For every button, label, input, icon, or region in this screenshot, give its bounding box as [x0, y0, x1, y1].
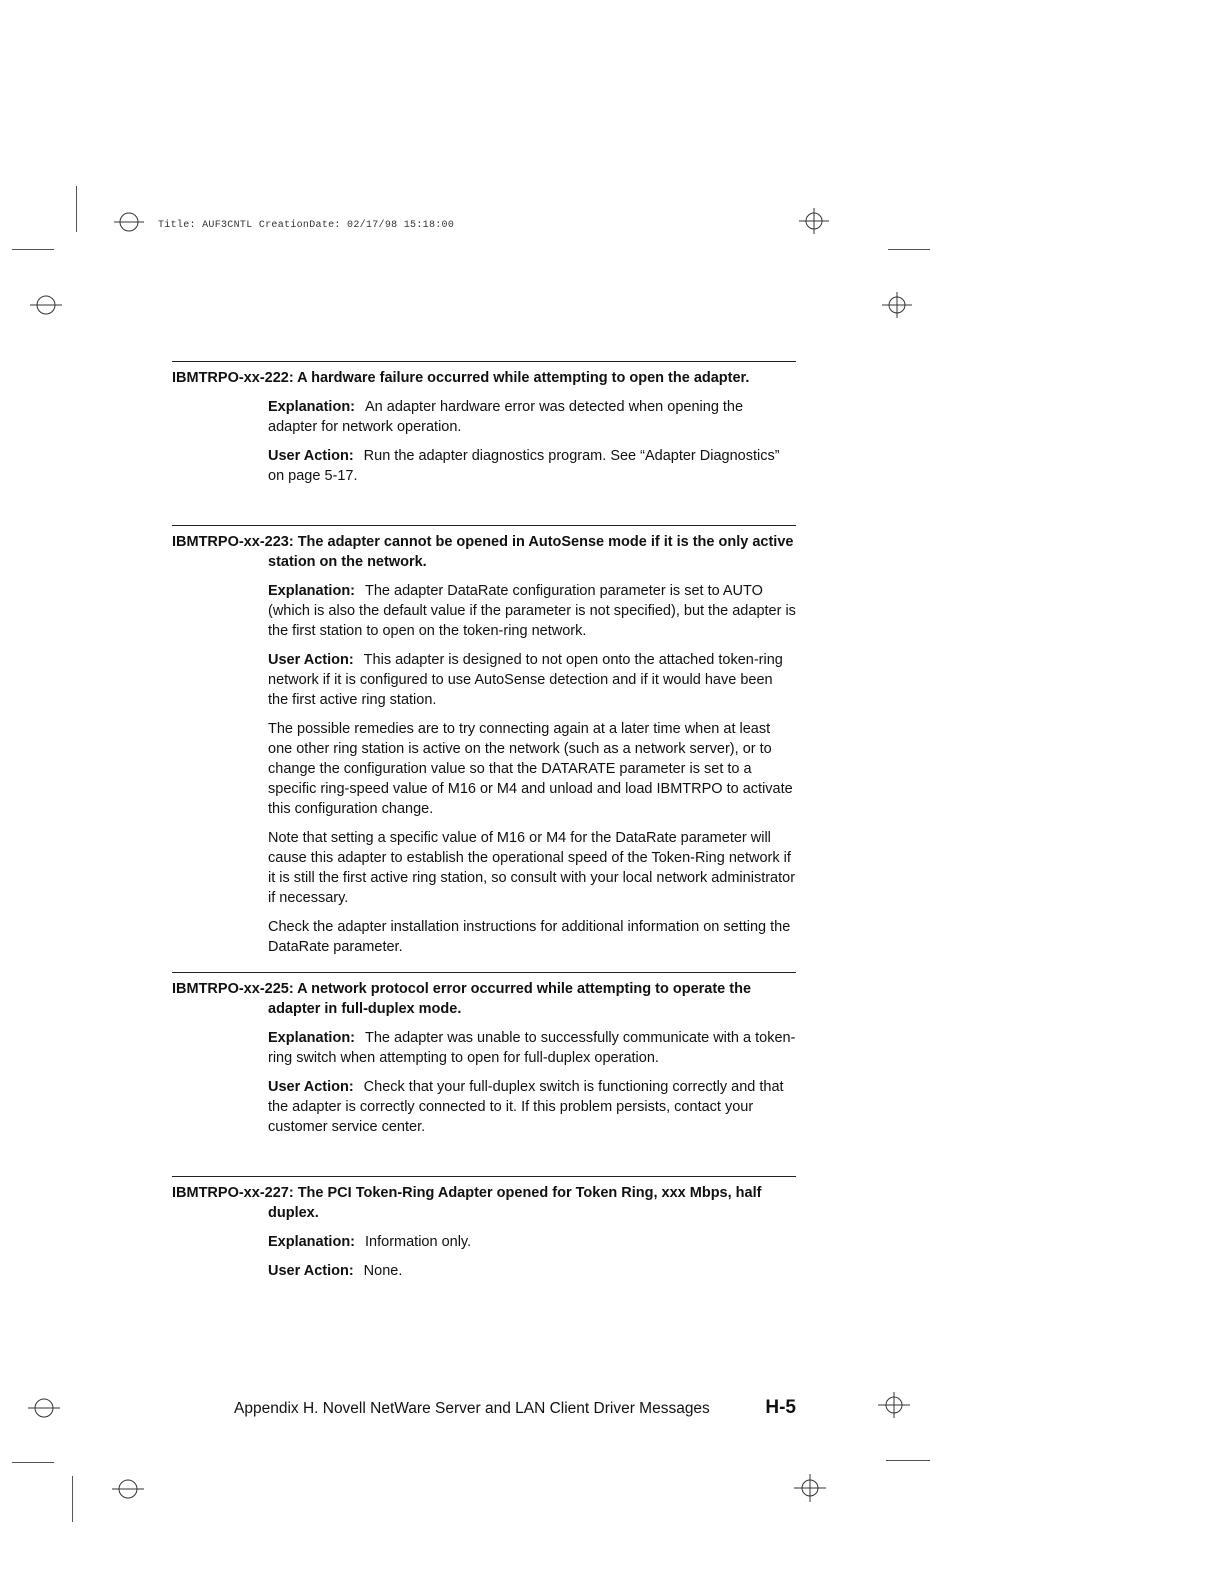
user-action-paragraph	[268, 1261, 796, 1281]
message-title: IBMTRPO-xx-227: The PCI Token-Ring Adapter opened for Token Ring, xxx Mbps, half duplex.	[172, 1185, 762, 1221]
remedy-paragraph: The possible remedies are to try connecting again at a later time when at least one other ring station is active on the network (such as a network server), or to change the configuration value so that the DATARATE parameter is set to a specific ring-speed value of M16 or M4 and unload and load IBMTRPO to activate this configuration change.	[268, 721, 793, 817]
user-action-label: User Action:	[268, 652, 354, 668]
crop-mark	[72, 1476, 73, 1522]
print-header: Title: AUF3CNTL CreationDate: 02/17/98 15:18:00	[158, 220, 455, 231]
message-227	[172, 1176, 796, 1281]
footer-title: Appendix H. Novell NetWare Server and LAN Client Driver Messages	[234, 1400, 710, 1417]
explanation-label: Explanation:	[268, 1030, 356, 1046]
registration-mark-icon	[876, 1390, 912, 1420]
page-number: H-5	[765, 1397, 796, 1418]
crop-mark	[76, 186, 77, 232]
message-title: IBMTRPO-xx-225: A network protocol error occurred while attempting to operate the adapter in full-duplex mode.	[172, 981, 752, 1017]
page-footer	[234, 1397, 796, 1419]
user-action-text: Check that your full-duplex switch is functioning correctly and that the adapter is correctly connected to it. If this problem persists, contact your customer service center.	[268, 1079, 784, 1135]
crop-mark	[888, 249, 930, 250]
divider	[172, 1176, 796, 1177]
explanation-text: The adapter was unable to successfully communicate with a token-ring switch when attempting to open for full-duplex operation.	[268, 1030, 796, 1066]
explanation-text: An adapter hardware error was detected when opening the adapter for network operation.	[268, 399, 744, 435]
message-225	[172, 972, 796, 1137]
explanation-text: The adapter DataRate configuration parameter is set to AUTO (which is also the default value if the parameter is not specified), but the adapter is the first station to open on the token-ring network.	[268, 583, 796, 639]
instructions-paragraph: Check the adapter installation instructions for additional information on setting the DataRate parameter.	[268, 919, 791, 955]
explanation-label: Explanation:	[268, 1234, 356, 1250]
divider	[172, 972, 796, 973]
explanation-paragraph	[268, 1028, 796, 1068]
divider	[172, 361, 796, 362]
registration-mark-icon	[797, 206, 831, 236]
user-action-paragraph	[268, 650, 796, 710]
explanation-label: Explanation:	[268, 583, 356, 599]
crop-mark	[886, 1460, 930, 1461]
explanation-paragraph	[268, 1232, 796, 1252]
registration-mark-icon	[110, 1478, 146, 1500]
user-action-text: This adapter is designed to not open onto the attached token-ring network if it is configured to use AutoSense detection and if it would have been the first active ring station.	[268, 652, 783, 708]
user-action-label: User Action:	[268, 1079, 354, 1095]
explanation-paragraph	[268, 581, 796, 641]
registration-mark-icon	[112, 211, 146, 233]
message-title: IBMTRPO-xx-223: The adapter cannot be opened in AutoSense mode if it is the only active station on the network.	[172, 534, 794, 570]
explanation-label: Explanation:	[268, 399, 356, 415]
message-title: IBMTRPO-xx-222: A hardware failure occurred while attempting to open the adapter.	[172, 370, 750, 386]
explanation-paragraph	[268, 397, 796, 437]
user-action-text: None.	[363, 1263, 403, 1279]
user-action-paragraph	[268, 1077, 796, 1137]
registration-mark-icon	[26, 1396, 62, 1420]
user-action-text: Run the adapter diagnostics program. See “Adapter Diagnostics” on page 5-17.	[268, 448, 780, 484]
user-action-label: User Action:	[268, 1263, 354, 1279]
note-paragraph: Note that setting a specific value of M16 or M4 for the DataRate parameter will cause this adapter to establish the operational speed of the Token-Ring network if it is still the first active ring station, so consult with your local network administrator if necessary.	[268, 830, 796, 906]
user-action-label: User Action:	[268, 448, 354, 464]
crop-mark	[12, 249, 54, 250]
registration-mark-icon	[880, 290, 914, 320]
user-action-paragraph	[268, 446, 796, 486]
message-222	[172, 361, 796, 486]
crop-mark	[12, 1462, 54, 1463]
divider	[172, 525, 796, 526]
registration-mark-icon	[28, 294, 64, 316]
message-223	[172, 525, 796, 957]
explanation-text: Information only.	[365, 1234, 472, 1250]
registration-mark-icon	[792, 1472, 828, 1504]
